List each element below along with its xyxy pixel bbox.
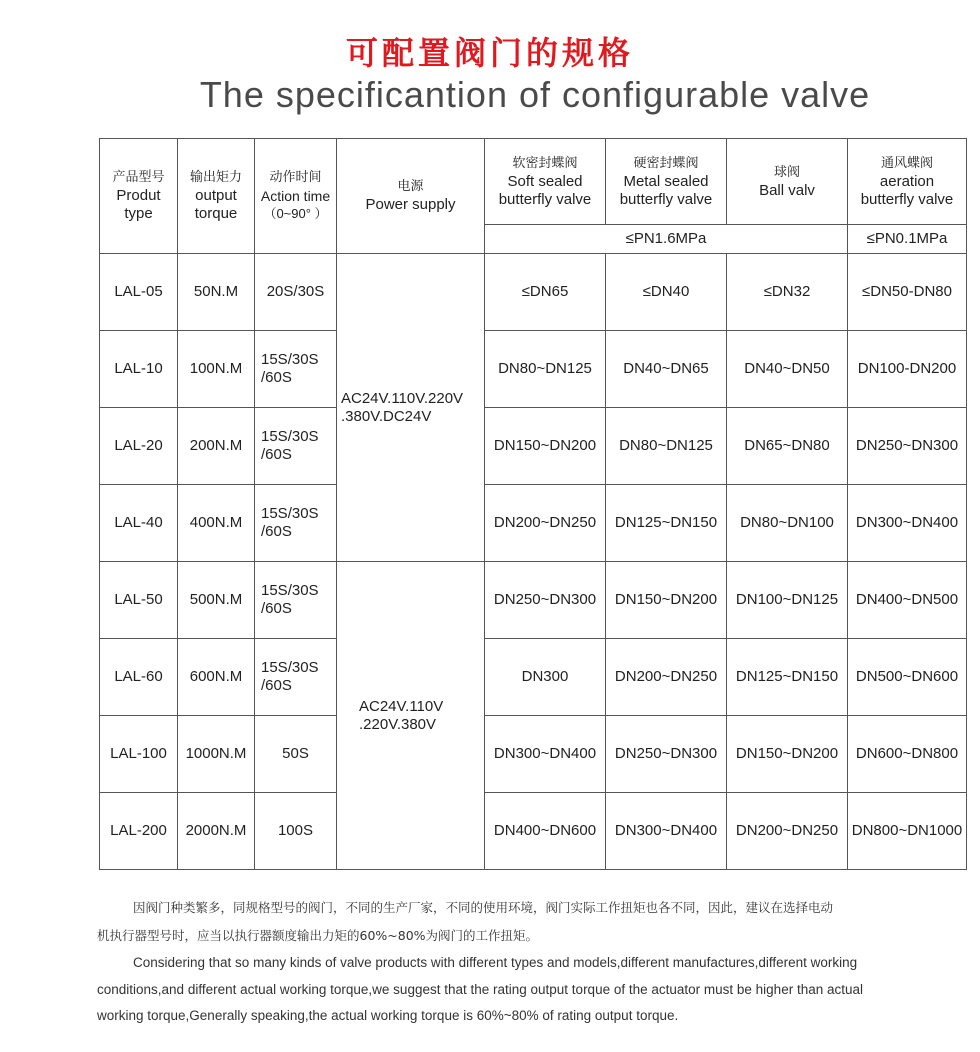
cell-model: LAL-40	[100, 485, 178, 562]
power-group-1: AC24V.110V.220V .380V.DC24V	[337, 254, 485, 562]
cell-time: 20S/30S	[255, 254, 337, 331]
cell-time: 15S/30S /60S	[255, 331, 337, 408]
cell-torque: 2000N.M	[178, 793, 255, 870]
header-action-time: 动作时间 Action time （0~90° ）	[255, 139, 337, 254]
cell-ball: DN200~DN250	[727, 793, 848, 870]
cell-ball: DN100~DN125	[727, 562, 848, 639]
cell-model: LAL-50	[100, 562, 178, 639]
cell-soft: DN300~DN400	[485, 716, 606, 793]
cell-model: LAL-200	[100, 793, 178, 870]
cell-metal: DN200~DN250	[606, 639, 727, 716]
table-row	[100, 254, 967, 331]
spec-table	[99, 138, 967, 870]
cell-aeration: DN800~DN1000	[848, 793, 967, 870]
table-row	[100, 408, 967, 485]
table-row	[100, 793, 967, 870]
cell-model: LAL-100	[100, 716, 178, 793]
cell-aeration: DN100-DN200	[848, 331, 967, 408]
page-title-en: The specificantion of configurable valve	[199, 74, 871, 115]
cell-time: 15S/30S /60S	[255, 562, 337, 639]
header-aeration: 通风蝶阀 aeration butterfly valve	[848, 139, 967, 225]
table-row	[100, 639, 967, 716]
cell-ball: DN40~DN50	[727, 331, 848, 408]
cell-soft: DN150~DN200	[485, 408, 606, 485]
header-metal-sealed: 硬密封蝶阀 Metal sealed butterfly valve	[606, 139, 727, 225]
cell-torque: 50N.M	[178, 254, 255, 331]
cell-soft: ≤DN65	[485, 254, 606, 331]
table-row	[100, 562, 967, 639]
header-soft-sealed: 软密封蝶阀 Soft sealed butterfly valve	[485, 139, 606, 225]
cell-time: 50S	[255, 716, 337, 793]
cell-metal: DN300~DN400	[606, 793, 727, 870]
note-cn-line: 因阀门种类繁多，同规格型号的阀门，不同的生产厂家，不同的使用环境，阀门实际工作扭矩也各不同，因此，建议在选择电动	[133, 900, 834, 915]
cell-aeration: DN250~DN300	[848, 408, 967, 485]
cell-torque: 200N.M	[178, 408, 255, 485]
table-row	[100, 331, 967, 408]
cell-torque: 500N.M	[178, 562, 255, 639]
table-row	[100, 716, 967, 793]
cell-ball: DN125~DN150	[727, 639, 848, 716]
power-group-2: AC24V.110V .220V.380V	[337, 562, 485, 870]
cell-soft: DN80~DN125	[485, 331, 606, 408]
cell-ball: DN80~DN100	[727, 485, 848, 562]
cell-aeration: DN600~DN800	[848, 716, 967, 793]
cell-model: LAL-20	[100, 408, 178, 485]
cell-aeration: DN300~DN400	[848, 485, 967, 562]
page-title-cn: 可配置阀门的规格	[345, 34, 634, 72]
pressure-rating-2: ≤PN0.1MPa	[848, 225, 967, 254]
header-torque: 输出矩力 output torque	[178, 139, 255, 254]
cell-metal: DN150~DN200	[606, 562, 727, 639]
cell-model: LAL-10	[100, 331, 178, 408]
cell-aeration: ≤DN50-DN80	[848, 254, 967, 331]
cell-metal: DN250~DN300	[606, 716, 727, 793]
cell-soft: DN200~DN250	[485, 485, 606, 562]
cell-torque: 1000N.M	[178, 716, 255, 793]
cell-ball: DN65~DN80	[727, 408, 848, 485]
cell-ball: DN150~DN200	[727, 716, 848, 793]
cell-ball: ≤DN32	[727, 254, 848, 331]
cell-time: 15S/30S /60S	[255, 485, 337, 562]
note-en-line: conditions,and different actual working torque,we suggest that the rating output torque of the actuator must be higher than actual	[97, 981, 863, 997]
cell-model: LAL-05	[100, 254, 178, 331]
note-en-line: working torque,Generally speaking,the actual working torque is 60%~80% of rating output torque.	[97, 1008, 679, 1023]
cell-time: 100S	[255, 793, 337, 870]
note-en-line: Considering that so many kinds of valve products with different types and models,different manufactures,different working	[133, 955, 858, 970]
cell-aeration: DN400~DN500	[848, 562, 967, 639]
table-row	[100, 485, 967, 562]
cell-torque: 600N.M	[178, 639, 255, 716]
header-model: 产品型号 Produt type	[100, 139, 178, 254]
cell-soft: DN250~DN300	[485, 562, 606, 639]
cell-metal: DN40~DN65	[606, 331, 727, 408]
cell-metal: ≤DN40	[606, 254, 727, 331]
pressure-rating-1: ≤PN1.6MPa	[485, 225, 848, 254]
cell-soft: DN400~DN600	[485, 793, 606, 870]
note-english	[97, 950, 969, 1030]
cell-metal: DN80~DN125	[606, 408, 727, 485]
note-chinese	[97, 894, 969, 950]
header-power-supply: 电源 Power supply	[337, 139, 485, 254]
cell-time: 15S/30S /60S	[255, 639, 337, 716]
cell-torque: 400N.M	[178, 485, 255, 562]
cell-model: LAL-60	[100, 639, 178, 716]
cell-metal: DN125~DN150	[606, 485, 727, 562]
note-cn-line: 机执行器型号时，应当以执行器额度输出力矩的60%~80%为阀门的工作扭矩。	[97, 928, 539, 943]
cell-aeration: DN500~DN600	[848, 639, 967, 716]
header-ball-valve: 球阀 Ball valv	[727, 139, 848, 225]
cell-time: 15S/30S /60S	[255, 408, 337, 485]
cell-soft: DN300	[485, 639, 606, 716]
cell-torque: 100N.M	[178, 331, 255, 408]
header-row	[100, 139, 967, 225]
